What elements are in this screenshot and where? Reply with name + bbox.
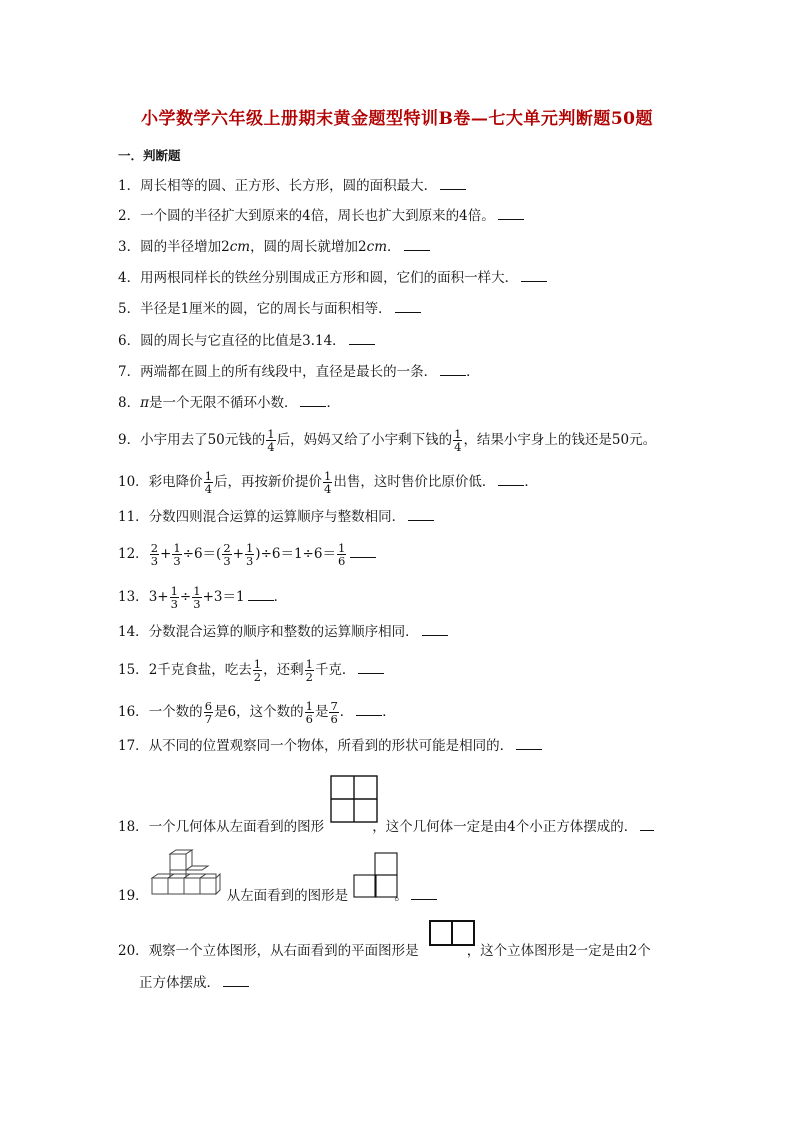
question-text: ，这个几何体一定是由4个小正方体摆成的． [372, 819, 638, 835]
operator: ÷ [179, 589, 192, 606]
question-text: 后，妈妈又给了小宇剩下钱的 [276, 432, 453, 449]
unit-label: cm [366, 239, 388, 255]
operator: +3＝1 [202, 589, 245, 606]
fraction: $\frac{1}{4}$ [204, 469, 213, 497]
question-number: 12． [118, 546, 149, 563]
question-8 [118, 397, 340, 411]
question-text: 是一个无限不循环小数． [148, 395, 298, 411]
question-6 [118, 335, 375, 349]
question-number: 13． [118, 589, 149, 606]
answer-blank[interactable] [349, 343, 375, 345]
operator: + [160, 546, 172, 563]
unit-label: cm [229, 239, 251, 255]
question-text: 分数混合运算的顺序和整数的运算顺序相同． [148, 624, 419, 640]
answer-blank[interactable] [440, 188, 466, 190]
question-number: 11． [118, 509, 149, 525]
operator: + [232, 546, 244, 563]
question-number: 15． [118, 662, 149, 679]
answer-blank[interactable] [422, 634, 448, 636]
question-number: 8． [118, 395, 141, 411]
question-number: 2． [118, 208, 141, 224]
answer-blank[interactable] [248, 599, 274, 601]
fraction: $\frac{1}{4}$ [454, 427, 462, 455]
fraction: $\frac{1}{4}$ [267, 427, 275, 455]
answer-blank[interactable] [521, 280, 547, 282]
page-title: 小学数学六年级上册期末黄金题型特训B卷—七大单元判断题50题 [140, 109, 654, 129]
question-text: 用两根同样长的铁丝分别围成正方形和圆，它们的面积一样大． [140, 270, 519, 286]
question-text: 后，再按新价提价 [214, 474, 323, 491]
question-9 [118, 428, 656, 453]
question-number: 4． [118, 270, 141, 286]
question-number: 5． [118, 301, 141, 317]
question-text: 周长相等的圆、正方形、长方形，圆的面积最大． [140, 178, 438, 194]
question-19 [118, 890, 437, 904]
question-3 [118, 241, 430, 255]
question-number: 20． [118, 943, 149, 959]
operator: 3+ [148, 589, 169, 606]
question-text: 正方体摆成． [139, 975, 220, 991]
question-text: ． [387, 239, 401, 255]
question-text: 2千克食盐，吃去 [148, 662, 252, 679]
fraction: $\frac{1}{6}$ [305, 699, 313, 727]
question-text: 分数四则混合运算的运算顺序与整数相同． [148, 509, 406, 525]
question-2 [118, 210, 524, 224]
question-punct: ． [326, 395, 340, 411]
answer-blank[interactable] [640, 829, 654, 831]
question-text: 一个数的 [148, 704, 203, 721]
question-number: 16． [118, 704, 149, 721]
question-text: ，结果小宇身上的钱还是50元。 [463, 432, 657, 449]
question-1 [118, 180, 466, 194]
question-20 [118, 945, 651, 959]
question-7 [118, 366, 480, 380]
question-number: 3． [118, 239, 141, 255]
answer-blank[interactable] [358, 672, 384, 674]
fraction: $\frac{1}{3}$ [193, 584, 201, 612]
answer-blank[interactable] [411, 898, 437, 900]
question-number: 17． [118, 738, 149, 754]
answer-blank[interactable] [395, 311, 421, 313]
answer-blank[interactable] [498, 484, 524, 486]
question-text: 观察一个立体图形，从右面看到的平面图形是 [148, 943, 419, 959]
question-punct: ． [524, 474, 538, 491]
question-15 [118, 658, 384, 683]
question-17 [118, 740, 542, 754]
question-number: 7． [118, 364, 141, 380]
answer-blank[interactable] [350, 556, 376, 558]
answer-blank[interactable] [404, 249, 430, 251]
answer-blank[interactable] [223, 985, 249, 987]
operator: )÷6＝1÷6＝ [255, 546, 336, 563]
question-16 [118, 700, 396, 725]
question-11 [118, 511, 434, 525]
fraction: $\frac{1}{2}$ [305, 657, 313, 685]
fraction: $\frac{1}{2}$ [253, 657, 262, 685]
question-text: 小宇用去了50元钱的 [140, 432, 266, 449]
question-text: 半径是1厘米的圆，它的周长与面积相等． [140, 301, 392, 317]
answer-blank[interactable] [300, 405, 326, 407]
question-text: 是6，这个数的 [214, 704, 304, 721]
question-13 [118, 585, 287, 610]
question-text: 圆的周长与它直径的比值是3.14． [140, 333, 346, 349]
question-10 [118, 470, 538, 495]
question-number: 19． [118, 888, 149, 904]
section-heading: 一．判断题 [118, 148, 181, 163]
answer-blank[interactable] [516, 748, 542, 750]
question-punct: ． [466, 364, 480, 380]
question-number: 9． [118, 432, 141, 449]
question-punct: ． [382, 704, 396, 721]
question-text: 一个几何体从左面看到的图形 [148, 819, 325, 835]
fraction: $\frac{2}{3}$ [150, 541, 159, 569]
fraction: $\frac{6}{7}$ [204, 699, 213, 727]
question-text: ，圆的周长就增加2 [250, 239, 367, 255]
question-text: 千克． [314, 662, 356, 679]
fraction: $\frac{2}{3}$ [223, 541, 231, 569]
question-text: 从左面看到的图形是 [226, 888, 349, 904]
question-4 [118, 272, 547, 286]
question-text: 两端都在圆上的所有线段中，直径是最长的一条． [140, 364, 438, 380]
question-text: ． [339, 704, 354, 721]
question-number: 6． [118, 333, 141, 349]
pi-symbol: π [140, 395, 149, 411]
question-text: ，这个立体图形是一定是由2个 [466, 943, 651, 959]
fraction: $\frac{1}{3}$ [245, 541, 254, 569]
question-text: 出售，这时售价比原价低． [333, 474, 496, 491]
question-text: 圆的半径增加2 [140, 239, 230, 255]
question-number: 18． [118, 819, 149, 835]
question-12 [118, 542, 376, 567]
answer-blank[interactable] [440, 374, 466, 376]
question-text: 一个圆的半径扩大到原来的4倍，周长也扩大到原来的4倍。 [140, 208, 495, 224]
question-text: 从不同的位置观察同一个物体，所看到的形状可能是相同的． [148, 738, 514, 754]
question-20-continued [139, 977, 249, 991]
question-number: 14． [118, 624, 149, 640]
question-5 [118, 303, 421, 317]
question-14 [118, 626, 448, 640]
operator: ÷6＝( [182, 546, 222, 563]
fraction: $\frac{1}{4}$ [324, 469, 332, 497]
question-number: 10． [118, 474, 149, 491]
question-punct: ． [273, 589, 288, 606]
question-number: 1． [118, 178, 141, 194]
answer-blank[interactable] [408, 519, 434, 521]
question-text: 。 [394, 888, 408, 904]
fraction: $\frac{1}{3}$ [173, 541, 181, 569]
left-view-2x2-grid-figure [330, 775, 378, 825]
question-18 [118, 821, 654, 835]
fraction: $\frac{7}{6}$ [330, 699, 338, 727]
fraction: $\frac{1}{6}$ [337, 541, 346, 569]
fraction: $\frac{1}{3}$ [170, 584, 178, 612]
question-text: ，还剩 [263, 662, 304, 679]
question-text: 彩电降价 [148, 474, 203, 491]
answer-blank[interactable] [498, 218, 524, 220]
answer-blank[interactable] [356, 714, 382, 716]
question-text: 是 [314, 704, 329, 721]
